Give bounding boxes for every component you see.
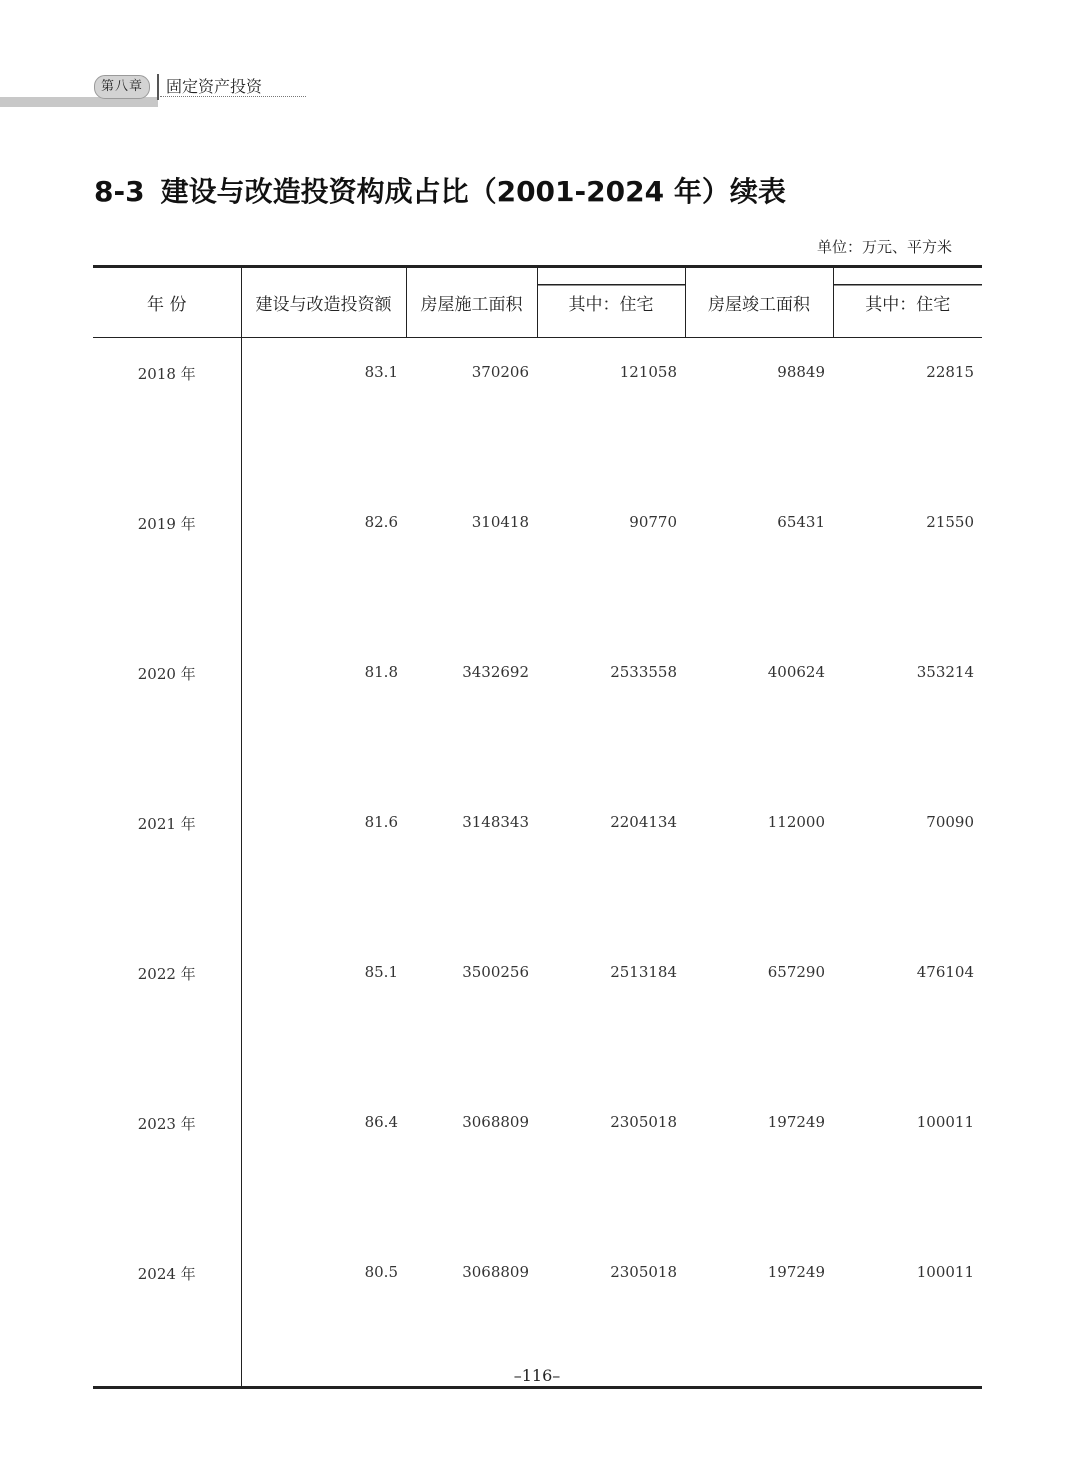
table-title-text: 建设与改造投资构成占比（2001-2024 年）续表: [160, 175, 786, 208]
completed-area-cell: 197249: [685, 1238, 833, 1388]
construction-residential-cell: 2513184: [610, 962, 677, 981]
completed-residential-cell: 21550: [926, 512, 974, 531]
data-table: [93, 265, 982, 1389]
table-row: [93, 338, 982, 488]
completed-area-cell: 65431: [777, 512, 825, 531]
construction-area-cell: 3432692: [462, 662, 529, 681]
construction-residential-cell: 2533558: [610, 662, 677, 681]
completed-residential-cell: 476104: [916, 962, 974, 981]
table-row: [93, 638, 982, 788]
table-row: [93, 488, 982, 638]
year-cell: 2022 年: [137, 964, 196, 983]
unit-note: 单位：万元、平方米: [816, 238, 952, 256]
chapter-badge: 第八章: [94, 75, 150, 99]
header-year: 年 份: [93, 267, 241, 338]
construction-area-cell: 3068809: [406, 1238, 537, 1388]
year-cell: 2020 年: [137, 664, 196, 683]
table-row: [93, 1088, 982, 1238]
completed-area-cell: 400624: [767, 662, 825, 681]
construction-area-cell: 3148343: [462, 812, 529, 831]
table-header-row: [93, 267, 982, 338]
header-investment: 建设与改造投资额: [241, 267, 406, 338]
construction-residential-cell: 2204134: [610, 812, 677, 831]
investment-cell: 81.8: [241, 638, 406, 788]
table-row: [93, 938, 982, 1088]
header-completed-area: 房屋竣工面积: [685, 267, 833, 338]
header-construction-area: 房屋施工面积: [406, 267, 537, 338]
header-completed-residential: 其中：住宅: [833, 267, 982, 338]
completed-area-cell: 657290: [767, 962, 825, 981]
completed-residential-cell: 353214: [916, 662, 974, 681]
table-number: 8-3: [94, 175, 145, 208]
completed-residential-cell: 100011: [833, 1238, 982, 1388]
completed-area-cell: 98849: [777, 363, 825, 381]
construction-area-cell: 3500256: [462, 962, 529, 981]
completed-residential-cell: 100011: [916, 1112, 974, 1131]
year-cell: 2021 年: [137, 814, 196, 833]
header-construction-residential: 其中：住宅: [537, 267, 685, 338]
construction-residential-cell: 2305018: [537, 1238, 685, 1388]
header-divider: [157, 74, 159, 100]
completed-residential-cell: 70090: [926, 812, 974, 831]
construction-residential-cell: 2305018: [610, 1112, 677, 1131]
completed-area-cell: 197249: [767, 1112, 825, 1131]
year-cell: 2019 年: [137, 514, 196, 533]
completed-area-cell: 112000: [767, 812, 825, 831]
completed-residential-cell: 22815: [926, 363, 974, 381]
investment-cell: 82.6: [241, 488, 406, 638]
table-row: [93, 788, 982, 938]
page-number: –116–: [513, 1366, 561, 1385]
investment-cell: 81.6: [241, 788, 406, 938]
construction-residential-cell: 121058: [619, 363, 677, 381]
construction-residential-cell: 90770: [629, 512, 677, 531]
construction-area-cell: 370206: [471, 363, 529, 381]
construction-area-cell: 3068809: [462, 1112, 529, 1131]
year-cell: 2018 年: [137, 365, 196, 383]
investment-cell: 80.5: [241, 1238, 406, 1388]
construction-area-cell: 310418: [471, 512, 529, 531]
page-title: [94, 170, 786, 210]
investment-cell: 83.1: [241, 338, 406, 488]
table-row: [93, 1238, 982, 1388]
year-cell: 2024 年: [93, 1238, 241, 1388]
chapter-title: 固定资产投资: [166, 77, 263, 96]
year-cell: 2023 年: [137, 1114, 196, 1133]
investment-cell: 85.1: [241, 938, 406, 1088]
investment-cell: 86.4: [241, 1088, 406, 1238]
